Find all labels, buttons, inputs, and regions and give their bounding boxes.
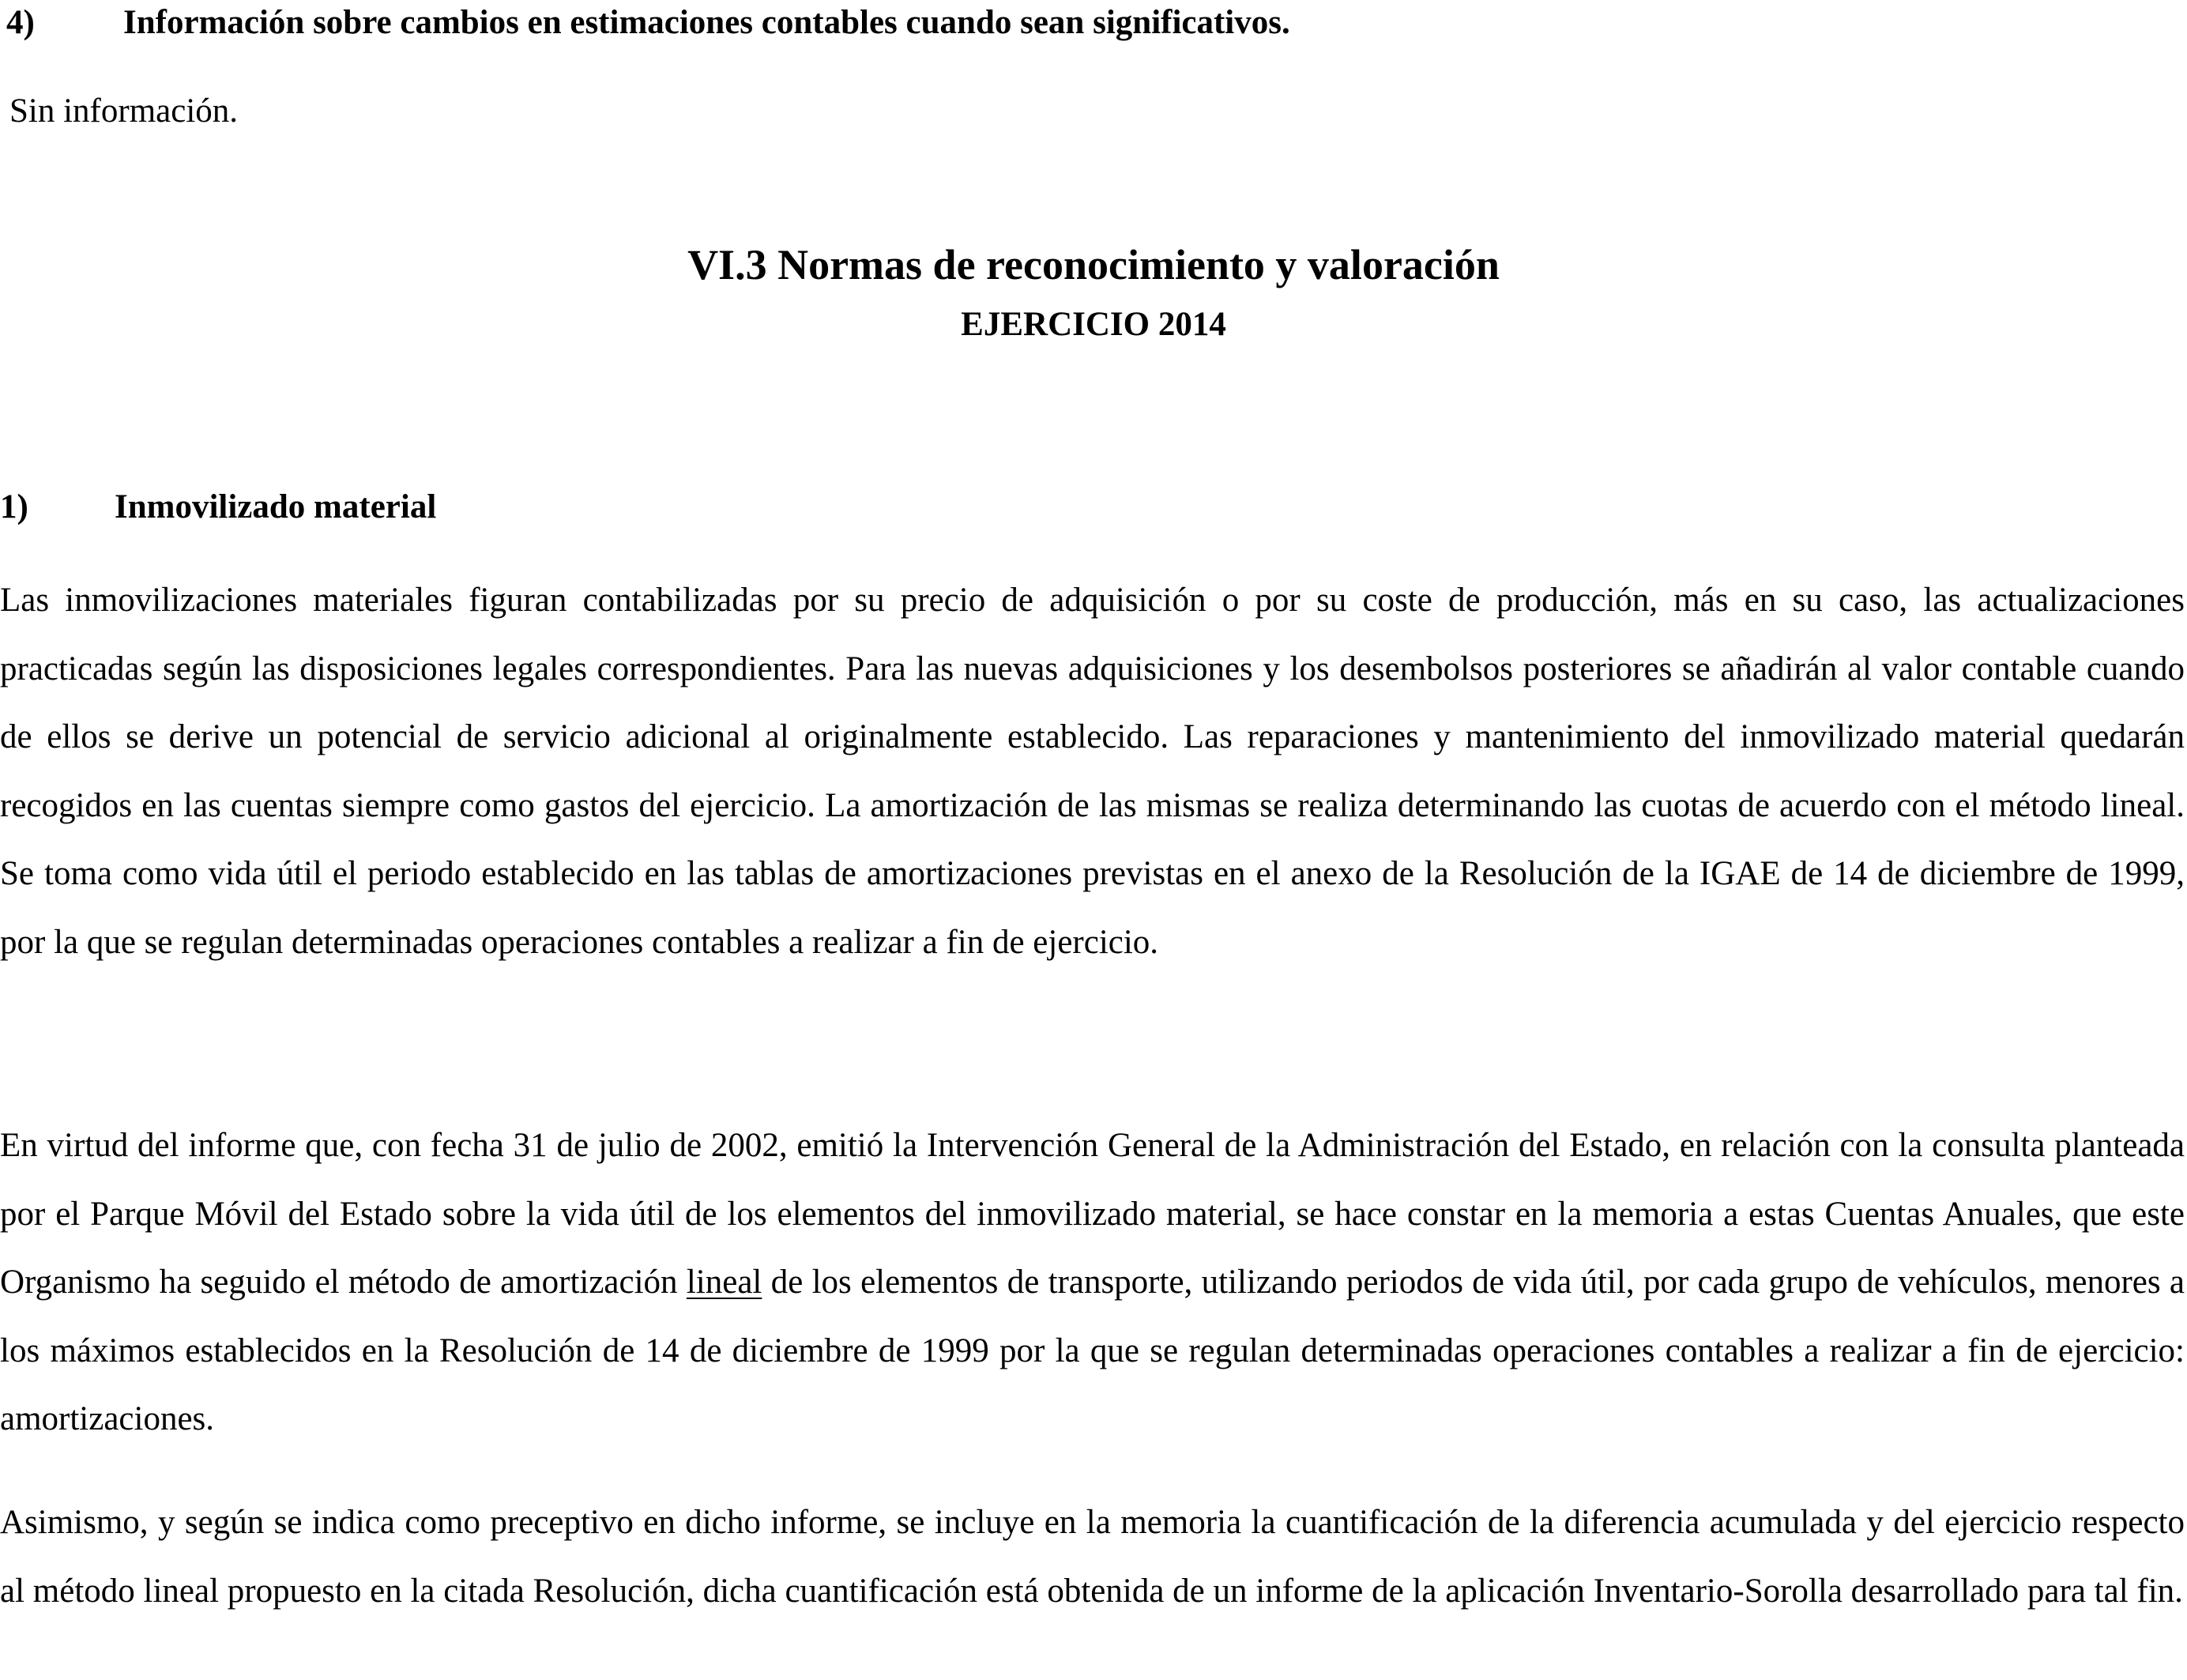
main-title: VI.3 Normas de reconocimiento y valoración [687,241,1500,288]
paragraph-2-text-end: de los elementos de transporte, utilizando periodos de vida útil, por cada grupo de vehículos, menores a los máximos establecidos en la Resolución de 14 de diciembre de 1999 por la que se regulan determinadas operaciones contables a realizar a fin de ejercicio: amortizaciones. [0,1264,2185,1437]
main-subtitle: EJERCICIO 2014 [961,306,1226,343]
paragraph-1: Las inmovilizaciones materiales figuran contabilizadas por su precio de adquisición o por su coste de producción, más en su caso, las actualizaciones practicadas según las disposiciones legales correspondientes. Para las nuevas adquisiciones y los desembolsos posteriores se añadirán al valor contable cuando de ellos se derive un potencial de servicio adicional al originalmente establecido. Las reparaciones y mantenimiento del inmovilizado material quedarán recogidos en las cuentas siempre como gastos del ejercicio. La amortización de las mismas se realiza determinando las cuotas de acuerdo con el método lineal. Se toma como vida útil el periodo establecido en las tablas de amortizaciones previstas en el anexo de la Resolución de la IGAE de 14 de diciembre de 1999, por la que se regulan determinadas operaciones contables a realizar a fin de ejercicio. [0,582,2185,961]
section-4-body: Sin información. [9,92,239,130]
paragraph-2-underlined-term: lineal [686,1264,762,1301]
section-1-heading [0,487,436,528]
paragraph-3: Asimismo, y según se indica como preceptivo en dicho informe, se incluye en la memoria la cuantificación de la diferencia acumulada y del ejercicio respecto al método lineal propuesto en la citada Resolución, dicha cuantificación está obtenida de un informe de la aplicación Inventario-Sorolla desarrollado para tal fin. [0,1504,2185,1610]
section-1-title: Inmovilizado material [115,488,437,525]
section-1-number: 1) [0,488,28,525]
section-4-number: 4) [6,4,35,41]
section-4-title: Información sobre cambios en estimaciones contables cuando sean significativos. [123,4,1290,41]
section-4-heading [6,2,1290,43]
paragraph-2-text-start: En virtud del informe que, con fecha 31 de julio de 2002, emitió la Intervención General de la Administración del Estado, en relación con la consulta planteada por el Parque Móvil del Estado sobre la vida útil de los elementos del inmovilizado material, se hace constar en la memoria a estas Cuentas Anuales, que este Organismo ha seguido el método de amortización [0,1127,2185,1301]
paragraph-2 [0,1112,2185,1454]
